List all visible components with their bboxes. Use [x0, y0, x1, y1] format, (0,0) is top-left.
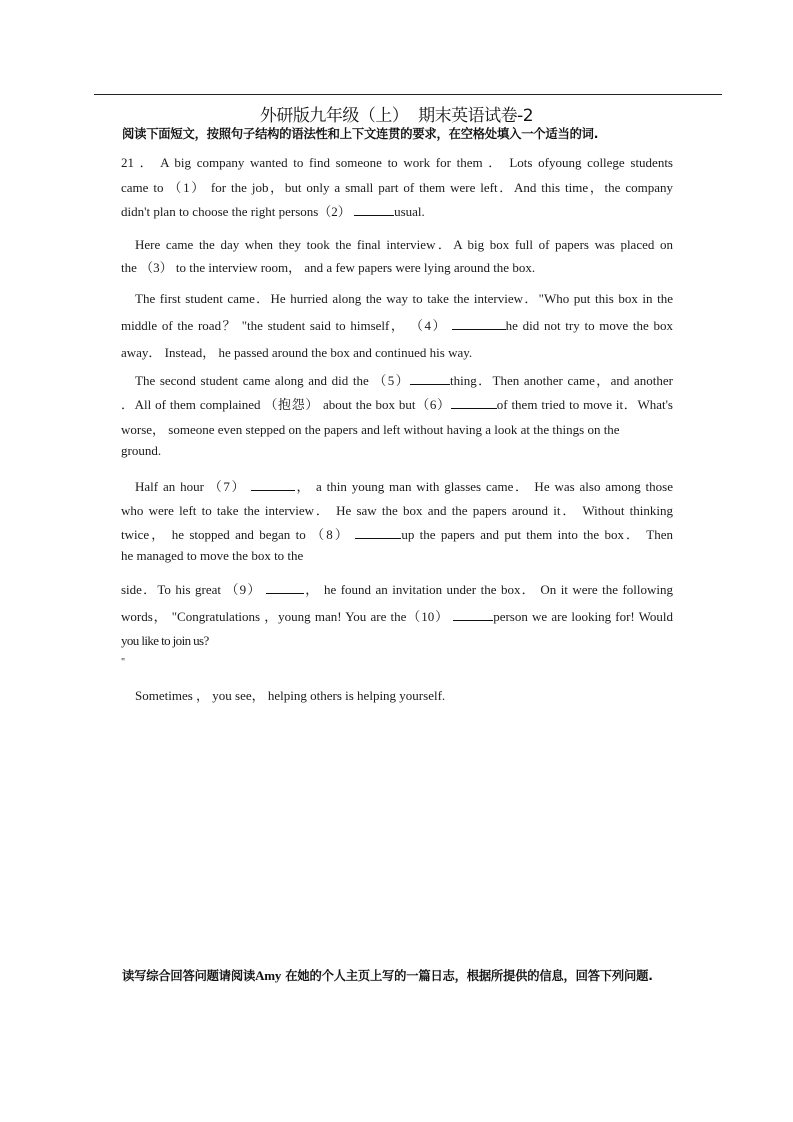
passage-line [121, 315, 673, 334]
answer-blank-8[interactable] [355, 527, 401, 539]
passage-text: thing．Then another came，and another [450, 373, 673, 388]
passage-text: of them tried to move it．What's [496, 397, 673, 412]
next-question-instruction [122, 969, 682, 983]
passage-line: ground. [121, 443, 162, 458]
passage-line [121, 579, 673, 598]
passage-line: the （3） to the interview room， and a few papers were lying around the box. [121, 260, 536, 275]
passage-text: ．All of them complained （抱怨） about the box but（6） [121, 397, 451, 412]
passage-text: middle of the road？ "the student said to himself， （4） [121, 318, 447, 333]
answer-blank-4[interactable] [452, 318, 506, 330]
passage-line: he managed to move the box to the [121, 548, 304, 563]
passage-text: up the papers and put them into the box． Then [401, 527, 673, 542]
section-instruction: 阅读下面短文，按照句子结构的语法性和上下文连贯的要求，在空格处填入一个适当的词. [122, 127, 599, 141]
next-question-prefix: 读写综合回答问题请阅读 [122, 969, 256, 983]
passage-line [121, 476, 673, 495]
passage-line: away． Instead， he passed around the box and continued his way. [121, 345, 473, 360]
answer-blank-6[interactable] [451, 397, 497, 409]
next-question-suffix: 在她的个人主页上写的一篇日志，根据所提供的信息，回答下列问题. [281, 969, 653, 983]
passage-text: twice， he stopped and began to （8） [121, 527, 350, 542]
passage-line: 21 ． A big company wanted to find someone to work for them ． Lots ofyoung college students [121, 155, 673, 170]
passage-line: who were left to take the interview． He saw the box and the papers around it． Without thinking [121, 503, 673, 518]
next-question-name: Amy [255, 968, 282, 983]
passage-line: worse， someone even stepped on the papers and left without having a look at the things on the [121, 422, 620, 437]
passage-line [121, 394, 673, 413]
passage-text: usual. [394, 204, 425, 219]
passage-text: person we are looking for! Would [493, 609, 674, 624]
passage-text: didn't plan to choose the right persons（2） [121, 204, 351, 219]
passage-line: you like to join us? [121, 633, 209, 648]
passage-text: side．To his great （9） [121, 582, 262, 597]
passage-line [121, 201, 673, 220]
passage-text: ， he found an invitation under the box． On it were the following [304, 582, 674, 597]
passage-line [121, 370, 673, 389]
top-rule [94, 94, 722, 95]
passage-line: " [121, 657, 126, 668]
passage-line: The first student came．He hurried along the way to take the interview．"Who put this box in the [135, 291, 673, 306]
passage-line: came to （1） for the job，but only a small part of them were left．And this time，the company [121, 180, 673, 195]
passage-text: he did not try to move the box [505, 318, 673, 333]
page-title: 外研版九年级（上） 期末英语试卷-2 [259, 106, 534, 126]
passage-text: words， "Congratulations ，young man! You are the（10） [121, 609, 450, 624]
answer-blank-7[interactable] [251, 479, 295, 491]
passage-text: ， a thin young man with glasses came． He was also among those [294, 479, 673, 494]
passage-line: Sometimes ， you see， helping others is helping yourself. [135, 688, 446, 703]
passage-line [121, 524, 673, 543]
answer-blank-9[interactable] [266, 582, 304, 594]
answer-blank-10[interactable] [453, 609, 493, 621]
passage-text: The second student came along and did the （5） [135, 373, 411, 388]
passage-text: Half an hour （7） [135, 479, 247, 494]
answer-blank-5[interactable] [410, 373, 450, 385]
passage-line [121, 606, 673, 625]
passage-line: Here came the day when they took the final interview．A big box full of papers was placed on [135, 237, 673, 252]
answer-blank-2[interactable] [354, 204, 394, 216]
